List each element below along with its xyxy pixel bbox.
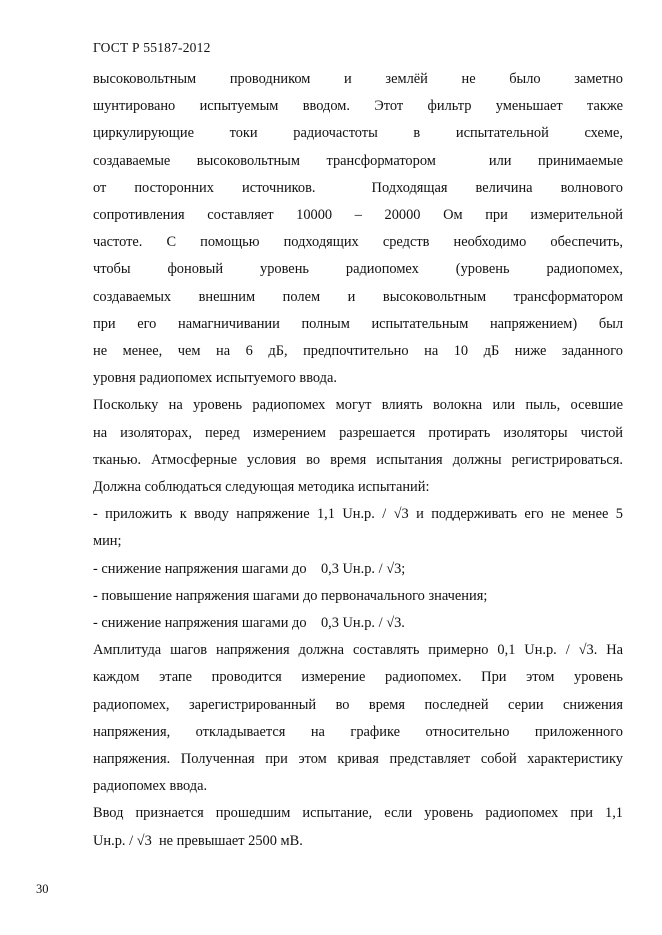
text-line: - снижение напряжения шагами до 0,3 Uн.р. / √3; [93, 560, 406, 577]
text-line: радиопомех, зарегистрированный во время последней серии снижения [93, 696, 623, 713]
text-line: Поскольку на уровень радиопомех могут влиять волокна или пыль, осевшие [93, 397, 623, 414]
text-line: от посторонних источников. Подходящая величина волнового [93, 179, 623, 196]
text-line: мин; [93, 533, 122, 550]
document-header: ГОСТ Р 55187-2012 [93, 40, 211, 55]
text-line: Uн.р. / √3 не превышает 2500 мВ. [93, 832, 303, 849]
page-number: 30 [36, 882, 49, 896]
text-line: не менее, чем на 6 дБ, предпочтительно на 10 дБ ниже заданного [93, 343, 623, 360]
text-line: - приложить к вводу напряжение 1,1 Uн.р. / √3 и поддерживать его не менее 5 [93, 506, 623, 523]
text-line: создаваемые высоковольтным трансформатором или принимаемые [93, 152, 623, 169]
text-line: уровня радиопомех испытуемого ввода. [93, 370, 337, 387]
text-line: создаваемых внешним полем и высоковольтным трансформатором [93, 288, 623, 305]
text-line: тканью. Атмосферные условия во время испытания должны регистрироваться. [93, 451, 623, 468]
text-line: напряжения, откладывается на графике относительно приложенного [93, 723, 623, 740]
text-line: каждом этапе проводится измерение радиопомех. При этом уровень [93, 669, 623, 686]
text-line: шунтировано испытуемым вводом. Этот фильтр уменьшает также [93, 98, 623, 115]
text-line: сопротивления составляет 10000 – 20000 Ом при измерительной [93, 207, 623, 224]
text-line: Амплитуда шагов напряжения должна составлять примерно 0,1 Uн.р. / √3. На [93, 642, 623, 659]
text-line: - снижение напряжения шагами до 0,3 Uн.р. / √3. [93, 615, 405, 632]
text-line: чтобы фоновый уровень радиопомех (уровень радиопомех, [93, 261, 623, 278]
text-line: частоте. С помощью подходящих средств необходимо обеспечить, [93, 234, 623, 251]
text-line: высоковольтным проводником и землёй не было заметно [93, 71, 623, 87]
text-line: при его намагничивании полным испытательным напряжением) был [93, 315, 623, 332]
document-body [93, 66, 623, 855]
text-line: Должна соблюдаться следующая методика испытаний: [93, 479, 430, 496]
text-line: Ввод признается прошедшим испытание, если уровень радиопомех при 1,1 [93, 805, 623, 822]
text-line: на изоляторах, перед измерением разрешается протирать изоляторы чистой [93, 424, 623, 441]
text-line: напряжения. Полученная при этом кривая представляет собой характеристику [93, 751, 623, 768]
text-line: циркулирующие токи радиочастоты в испытательной схеме, [93, 125, 623, 142]
text-line: - повышение напряжения шагами до первоначального значения; [93, 587, 488, 604]
text-line: радиопомех ввода. [93, 778, 208, 795]
